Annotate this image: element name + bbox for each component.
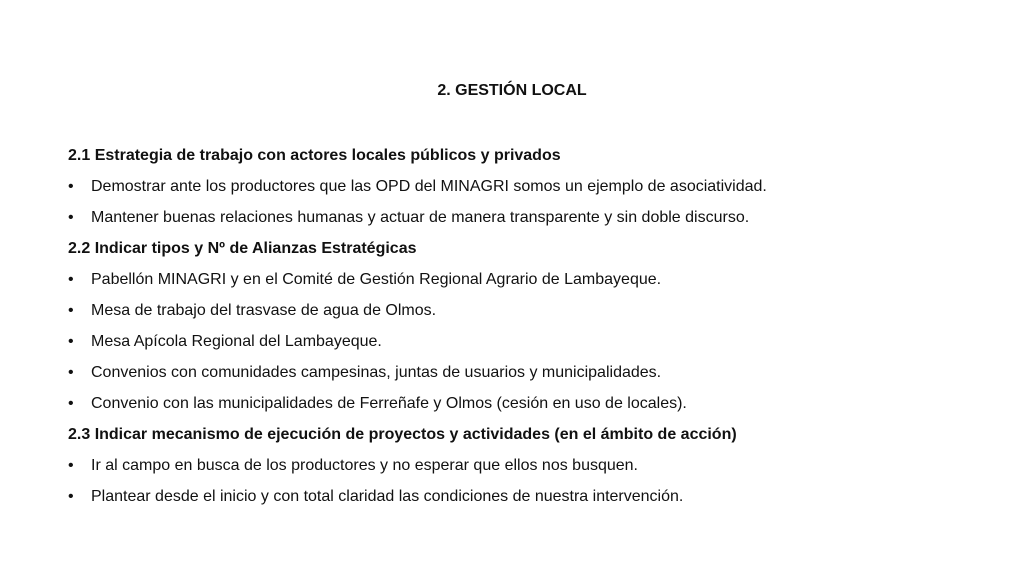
- bullet-marker: •: [68, 457, 74, 474]
- bullet-item: [68, 394, 968, 425]
- bullet-item: [68, 487, 968, 518]
- bullet-item: [68, 363, 968, 394]
- bullet-item: [68, 270, 968, 301]
- bullet-text: Mesa Apícola Regional del Lambayeque.: [91, 333, 382, 350]
- bullet-text: Convenios con comunidades campesinas, juntas de usuarios y municipalidades.: [91, 364, 662, 381]
- bullet-item: [68, 177, 968, 208]
- slide-content: [68, 146, 968, 518]
- bullet-marker: •: [68, 209, 74, 226]
- bullet-text: Mesa de trabajo del trasvase de agua de Olmos.: [91, 302, 437, 319]
- bullet-text: Pabellón MINAGRI y en el Comité de Gestión Regional Agrario de Lambayeque.: [91, 271, 662, 288]
- slide-title: 2. GESTIÓN LOCAL: [437, 82, 587, 99]
- bullet-marker: •: [68, 302, 74, 319]
- bullet-item: [68, 208, 968, 239]
- bullet-item: [68, 301, 968, 332]
- bullet-text: Ir al campo en busca de los productores y no esperar que ellos nos busquen.: [91, 457, 638, 474]
- bullet-marker: •: [68, 178, 74, 195]
- bullet-marker: •: [68, 488, 74, 505]
- bullet-marker: •: [68, 271, 74, 288]
- bullet-text: Convenio con las municipalidades de Ferreñafe y Olmos (cesión en uso de locales).: [91, 395, 687, 412]
- bullet-text: Mantener buenas relaciones humanas y actuar de manera transparente y sin doble discurso.: [91, 209, 750, 226]
- bullet-marker: •: [68, 395, 74, 412]
- section-heading-2-3: 2.3 Indicar mecanismo de ejecución de proyectos y actividades (en el ámbito de acción): [68, 426, 737, 443]
- bullet-marker: •: [68, 333, 74, 350]
- section-heading-2-1: 2.1 Estrategia de trabajo con actores locales públicos y privados: [68, 147, 561, 164]
- bullet-marker: •: [68, 364, 74, 381]
- bullet-text: Demostrar ante los productores que las OPD del MINAGRI somos un ejemplo de asociatividad.: [91, 178, 767, 195]
- section-heading-2-2: 2.2 Indicar tipos y Nº de Alianzas Estratégicas: [68, 240, 417, 257]
- bullet-item: [68, 332, 968, 363]
- bullet-text: Plantear desde el inicio y con total claridad las condiciones de nuestra intervención.: [91, 488, 684, 505]
- bullet-item: [68, 456, 968, 487]
